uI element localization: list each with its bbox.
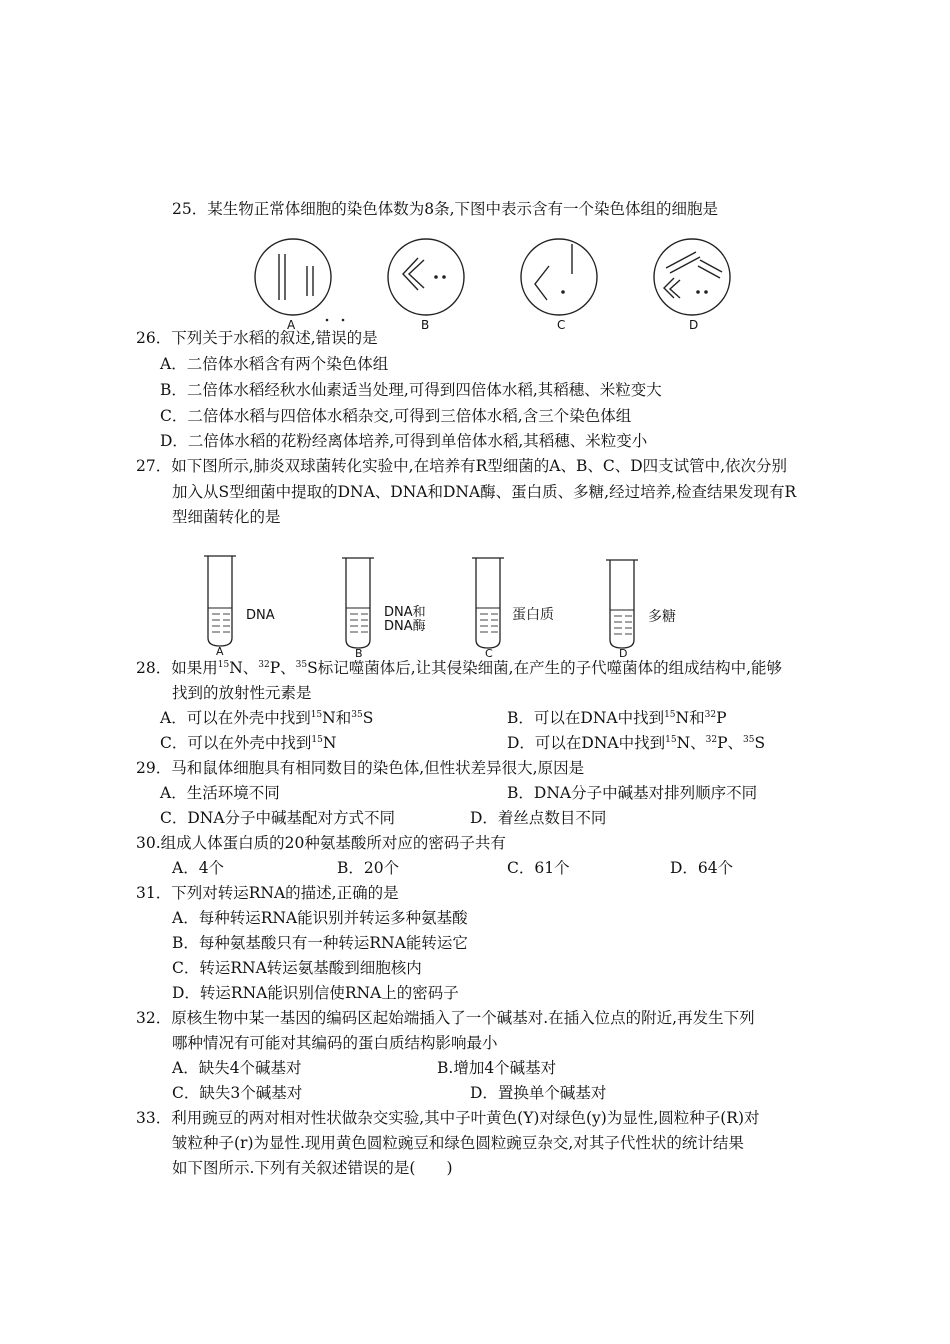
q29-stem: 29．马和鼠体细胞具有相同数目的染色体,但性状差异很大,原因是 xyxy=(136,759,585,777)
q28-option-d: D．可以在DNA中找到$^{15}$N、$^{32}$P、$^{35}$S xyxy=(507,734,766,752)
cell-b-label: B xyxy=(421,318,430,332)
q29-option-c: C．DNA分子中碱基配对方式不同 xyxy=(160,809,396,827)
q25-cell-figure xyxy=(245,236,745,336)
tube-c-diagram xyxy=(472,558,504,648)
q28-option-a: A．可以在外壳中找到$^{15}$N和$^{35}$S xyxy=(160,709,374,727)
q29-option-d: D．着丝点数目不同 xyxy=(470,809,607,827)
q32-option-c: C．缺失3个碱基对 xyxy=(172,1084,303,1102)
q26-option-b: B．二倍体水稻经秋水仙素适当处理,可得到四倍体水稻,其稻穗、米粒变大 xyxy=(160,381,662,399)
q28-option-b: B．可以在DNA中找到$^{15}$N和$^{32}$P xyxy=(507,709,727,727)
q30-option-d: D．64个 xyxy=(670,859,734,877)
q33-stem-line1: 33．利用豌豆的两对相对性状做杂交实验,其中子叶黄色(Y)对绿色(y)为显性,圆粒种子(R)对 xyxy=(136,1109,760,1127)
cell-d-diagram xyxy=(654,239,730,315)
q30-option-a: A．4个 xyxy=(172,859,225,877)
q32-stem-line1: 32．原核生物中某一基因的编码区起始端插入了一个碱基对.在插入位点的附近,再发生下列 xyxy=(136,1009,755,1027)
tube-a-letter: A xyxy=(216,645,224,658)
cell-a-diagram xyxy=(255,239,331,315)
q25-stem: 25．某生物正常体细胞的染色体数为8条,下图中表示含有一个染色体组的细胞是 xyxy=(172,200,719,218)
tube-b-content-label: DNA和 xyxy=(384,605,426,620)
q26-option-c: C．二倍体水稻与四倍体水稻杂交,可得到三倍体水稻,含三个染色体组 xyxy=(160,407,632,425)
q31-option-b: B．每种氨基酸只有一种转运RNA能转运它 xyxy=(172,934,468,952)
q31-stem: 31．下列对转运RNA的描述,正确的是 xyxy=(136,884,399,902)
q27-test-tubes-figure xyxy=(200,550,680,650)
tube-c-content-label: 蛋白质 xyxy=(512,607,554,623)
q32-stem-line2: 哪种情况有可能对其编码的蛋白质结构影响最小 xyxy=(172,1034,498,1052)
tube-d-letter: D xyxy=(619,647,628,660)
q32-option-b: B.增加4个碱基对 xyxy=(437,1059,557,1077)
cell-c-diagram xyxy=(521,239,597,315)
q28-option-c: C．可以在外壳中找到$^{15}$N xyxy=(160,734,337,752)
tube-b-diagram xyxy=(342,558,374,648)
q28-stem-line1: 28．如果用$^{15}$N、$^{32}$P、$^{35}$S标记噬菌体后,让其侵染细菌,在产生的子代噬菌体的组成结构中,能够 xyxy=(136,659,783,677)
q26-option-d: D．二倍体水稻的花粉经离体培养,可得到单倍体水稻,其稻穗、米粒变小 xyxy=(160,432,648,450)
tube-b-letter: B xyxy=(355,647,363,660)
cell-a-label: A xyxy=(287,318,296,332)
q30-option-c: C．61个 xyxy=(507,859,570,877)
q30-option-b: B．20个 xyxy=(337,859,400,877)
q31-option-d: D．转运RNA能识别信使RNA上的密码子 xyxy=(172,984,459,1002)
q33-stem-line2: 皱粒种子(r)为显性.现用黄色圆粒豌豆和绿色圆粒豌豆杂交,对其子代性状的统计结果 xyxy=(172,1134,744,1152)
q32-option-d: D．置换单个碱基对 xyxy=(470,1084,607,1102)
tube-c-letter: C xyxy=(485,647,493,660)
q30-stem: 30.组成人体蛋白质的20种氨基酸所对应的密码子共有 xyxy=(136,834,506,852)
q31-option-a: A．每种转运RNA能识别并转运多种氨基酸 xyxy=(172,909,468,927)
q33-stem-line3: 如下图所示.下列有关叙述错误的是( ) xyxy=(172,1159,453,1177)
q29-option-b: B．DNA分子中碱基对排列顺序不同 xyxy=(507,784,758,802)
q29-option-a: A．生活环境不同 xyxy=(160,784,280,802)
q27-stem-line3: 型细菌转化的是 xyxy=(172,508,281,526)
tube-a-content-label: DNA xyxy=(246,608,275,623)
cell-d-label: D xyxy=(689,318,699,332)
tube-d-diagram xyxy=(606,560,638,648)
q32-option-a: A．缺失4个碱基对 xyxy=(172,1059,302,1077)
q27-stem-line2: 加入从S型细菌中提取的DNA、DNA和DNA酶、蛋白质、多糖,经过培养,检查结果发现有R xyxy=(172,483,797,501)
cell-c-label: C xyxy=(557,318,566,332)
tube-d-content-label: 多糖 xyxy=(648,609,676,625)
tube-a-diagram xyxy=(204,556,236,646)
q31-option-c: C．转运RNA转运氨基酸到细胞核内 xyxy=(172,959,422,977)
q27-stem-line1: 27．如下图所示,肺炎双球菌转化实验中,在培养有R型细菌的A、B、C、D四支试管中,依次分别 xyxy=(136,457,788,475)
q28-stem-line2: 找到的放射性元素是 xyxy=(172,684,312,702)
tube-b-content-label2: DNA酶 xyxy=(384,619,426,634)
q26-stem: 26．下列关于水稻的叙述,错误的是 xyxy=(136,329,378,347)
q26-option-a: A．二倍体水稻含有两个染色体组 xyxy=(160,355,389,373)
cell-b-diagram xyxy=(388,239,464,315)
